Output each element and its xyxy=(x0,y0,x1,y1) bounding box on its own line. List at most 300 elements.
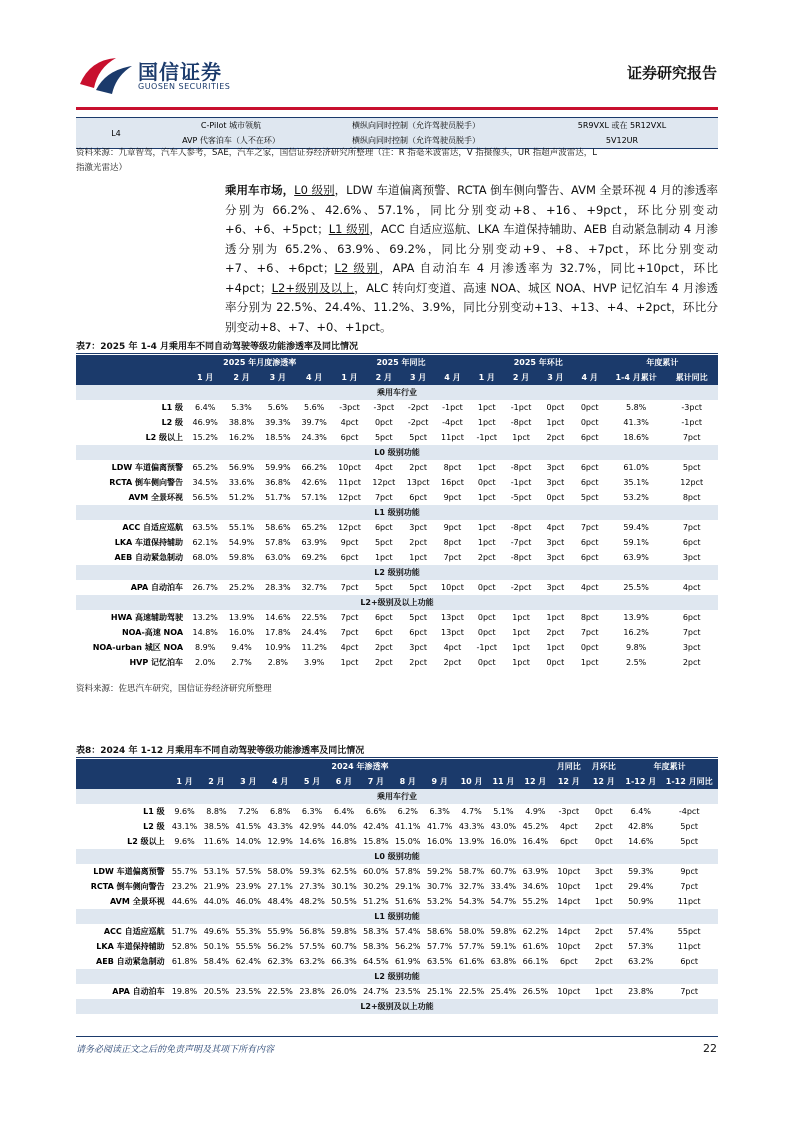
header-divider xyxy=(76,107,718,110)
table-cell: 57.8% xyxy=(265,538,291,547)
table-cell: 3pct xyxy=(682,553,701,562)
table-cell: 5pct xyxy=(680,822,699,831)
table-cell: 59.8% xyxy=(490,927,517,936)
table-cell: 34.6% xyxy=(522,882,549,891)
table-cell: 6pct xyxy=(680,957,699,966)
table-cell: 55.9% xyxy=(267,927,293,936)
table-cell: 3pct xyxy=(594,867,613,876)
table-cell: -1pct xyxy=(476,643,498,652)
table-cell: -1pct xyxy=(510,478,532,487)
section-header-row xyxy=(76,385,718,400)
table-cell: 4pct xyxy=(559,822,578,831)
table-cell: 50.9% xyxy=(628,897,654,906)
table-cell: 4pct xyxy=(443,643,462,652)
para-text: ，ALC 转向灯变道、高速 NOA、城区 NOA、HVP 记忆泊车 4 月渗透率分别为 22.5%、24.4%、11.2%、3.9%，同比分别变动+13、+13、+4、+2pct，环比分别变动+8、+7、+0、+1pct。 xyxy=(225,280,719,334)
report-type-label: 证券研究报告 xyxy=(626,64,717,82)
table-cell: 56.8% xyxy=(299,927,325,936)
header-cell xyxy=(76,774,169,789)
row-label: LKA 车道保持辅助 xyxy=(114,538,184,547)
table-header-row xyxy=(76,355,718,370)
table-cell: 9.8% xyxy=(625,643,647,652)
table-cell: 7pct xyxy=(682,433,701,442)
section-header-row xyxy=(76,849,718,864)
guosen-logo-icon xyxy=(76,54,134,96)
table-header-row xyxy=(76,759,718,774)
table-cell: C-Pilot 城市领航 xyxy=(200,121,262,130)
row-label: L2 级以上 xyxy=(145,433,184,442)
table-cell: 8.8% xyxy=(206,807,227,816)
table-cell: 10pct xyxy=(441,583,464,592)
table-cell: 10pct xyxy=(557,882,581,891)
table-cell: 6pct xyxy=(374,628,393,637)
table-cell: 63.9% xyxy=(301,538,327,547)
table-cell: -1pct xyxy=(476,433,498,442)
para-l1-link: L1 级别 xyxy=(328,222,370,236)
table-cell: 4pct xyxy=(340,418,359,427)
table-cell: 7pct xyxy=(340,613,359,622)
table-row xyxy=(76,415,718,430)
table-cell: 51.7% xyxy=(265,493,291,502)
table-cell: 11pct xyxy=(441,433,464,442)
table-cell: 41.5% xyxy=(235,822,262,831)
table-cell: 3.9% xyxy=(304,658,325,667)
table-cell: 15.2% xyxy=(192,433,218,442)
table-cell: 4.9% xyxy=(525,807,546,816)
footer-divider xyxy=(76,1036,718,1037)
header-cell xyxy=(76,759,169,774)
table-cell: 7pct xyxy=(680,987,699,996)
table-cell: 1pct xyxy=(512,658,530,667)
table-cell: -2pct xyxy=(407,403,429,412)
table-row xyxy=(76,520,718,535)
table-cell: 16.2% xyxy=(623,628,649,637)
section-title: L2+级别及以上功能 xyxy=(360,1002,434,1011)
table-cell: 57.7% xyxy=(426,942,453,951)
table-cell: 14pct xyxy=(557,927,581,936)
table-cell: 12.9% xyxy=(267,837,293,846)
table-cell: 0pct xyxy=(477,478,496,487)
table-cell: 12pct xyxy=(372,478,396,487)
table-cell: 50.5% xyxy=(331,897,357,906)
logo-english-name: GUOSEN SECURITIES xyxy=(138,82,231,91)
row-label: AVM 全景环视 xyxy=(128,493,184,502)
table-cell: 61.6% xyxy=(458,957,485,966)
table-cell: 52.8% xyxy=(171,942,198,951)
table-row xyxy=(76,535,718,550)
table-cell: 48.2% xyxy=(299,897,325,906)
table-cell: 6pct xyxy=(374,613,393,622)
table-cell: 64.5% xyxy=(363,957,389,966)
table-cell: 7pct xyxy=(340,628,359,637)
table-cell: 50.1% xyxy=(203,942,230,951)
table-cell: 横纵向同时控制（允许驾驶员脱手） xyxy=(352,136,480,145)
table-cell: 6pct xyxy=(409,493,427,502)
column-header: 1-4 月累计 xyxy=(615,373,657,382)
header-cell: 2025 年月度渗透率 xyxy=(223,358,297,367)
table-cell: 23.8% xyxy=(299,987,325,996)
table-cell: 60.0% xyxy=(363,867,389,876)
table-cell: 61.9% xyxy=(395,957,421,966)
row-label: HVP 记忆泊车 xyxy=(129,658,184,667)
table-cell: 11pct xyxy=(338,478,361,487)
table-cell: 5pct xyxy=(409,613,427,622)
table-cell: 1pct xyxy=(512,613,530,622)
row-label: AEB 自动紧急制动 xyxy=(96,957,165,966)
table-cell: 2.7% xyxy=(231,658,252,667)
table-cell: 58.7% xyxy=(458,867,485,876)
table-cell: 6pct xyxy=(580,478,599,487)
table-cell: 24.4% xyxy=(301,628,327,637)
logo-chinese-name: 国信证券 xyxy=(138,60,222,84)
table-cell: 2pct xyxy=(477,553,496,562)
table-cell: 32.7% xyxy=(458,882,485,891)
table-cell: 7pct xyxy=(682,628,701,637)
table-cell: 6pct xyxy=(580,463,599,472)
table8-top-rule xyxy=(76,757,718,758)
table-cell: 14.6% xyxy=(628,837,654,846)
table-cell: 16.4% xyxy=(522,837,549,846)
table-cell: 27.3% xyxy=(299,882,325,891)
table-cell: 6pct xyxy=(682,613,701,622)
table-row xyxy=(76,924,718,939)
table-cell: 49.6% xyxy=(203,927,230,936)
table-cell: -1pct xyxy=(442,403,463,412)
table-cell: 10pct xyxy=(338,463,361,472)
table-cell: 57.1% xyxy=(301,493,327,502)
table-cell: 14pct xyxy=(557,897,581,906)
table-cell: 32.7% xyxy=(301,583,327,592)
table-cell: 3pct xyxy=(546,553,565,562)
table-cell: 26.7% xyxy=(192,583,218,592)
section-title: L0 级别功能 xyxy=(374,448,420,457)
table-cell: 5pct xyxy=(409,583,427,592)
table-cell: 2.0% xyxy=(195,658,216,667)
table-cell: 3pct xyxy=(682,643,701,652)
table-cell: 59.4% xyxy=(623,523,649,532)
table-row xyxy=(76,430,718,445)
table-cell: 12pct xyxy=(338,523,361,532)
table-cell: 55.1% xyxy=(228,523,255,532)
table-cell: 60.7% xyxy=(490,867,517,876)
table-cell: 2pct xyxy=(409,658,427,667)
table-cell: 56.2% xyxy=(395,942,421,951)
table-cell: 10pct xyxy=(557,942,581,951)
column-header: 12 月 xyxy=(557,777,580,786)
table-cell: 5.6% xyxy=(267,403,289,412)
table-cell: 6.4% xyxy=(333,807,355,816)
section-header-row xyxy=(76,969,718,984)
table-cell: 5pct xyxy=(680,837,699,846)
table-cell: 54.3% xyxy=(458,897,485,906)
table-cell: 41.1% xyxy=(395,822,421,831)
table-cell: -3pct xyxy=(558,807,580,816)
table-cell: 6.3% xyxy=(301,807,323,816)
table-cell: 1pct xyxy=(477,538,496,547)
table-cell: 12pct xyxy=(338,493,361,502)
table-cell: 14.0% xyxy=(235,837,262,846)
column-header: 6 月 xyxy=(335,777,353,786)
table-cell: 1pct xyxy=(546,613,565,622)
table-cell: 51.7% xyxy=(171,927,198,936)
table-cell: 1pct xyxy=(477,523,496,532)
table-cell: 42.6% xyxy=(301,478,327,487)
table-cell: 58.0% xyxy=(458,927,485,936)
table-cell: 30.1% xyxy=(331,882,357,891)
table-cell: -8pct xyxy=(510,523,532,532)
table-cell: 5pct xyxy=(374,433,393,442)
table-cell: 30.7% xyxy=(426,882,453,891)
table-cell: 63.5% xyxy=(426,957,453,966)
row-label: RCTA 倒车侧向警告 xyxy=(90,882,165,891)
table-cell: 5.3% xyxy=(231,403,252,412)
table-row xyxy=(76,118,718,134)
table-cell: 11.2% xyxy=(301,643,327,652)
table-cell: 1pct xyxy=(594,882,613,891)
table-cell: 7pct xyxy=(682,523,701,532)
row-label: RCTA 倒车侧向警告 xyxy=(109,478,184,487)
table-cell: 13.2% xyxy=(192,613,218,622)
section-header-row xyxy=(76,595,718,610)
table-cell: 1pct xyxy=(477,493,496,502)
table-cell: 4pct xyxy=(340,643,359,652)
table-cell: 24.3% xyxy=(301,433,327,442)
column-header: 1 月 xyxy=(197,373,214,382)
table-cell: 22.5% xyxy=(458,987,485,996)
table-cell: 62.4% xyxy=(235,957,262,966)
table-cell: 1pct xyxy=(546,643,565,652)
table-row xyxy=(76,879,718,894)
row-label: NOA-高速 NOA xyxy=(121,628,184,637)
table-cell: 2pct xyxy=(594,942,613,951)
table-cell: 46.9% xyxy=(192,418,218,427)
para-l2plus-link: L2+级别及以上 xyxy=(271,280,355,295)
table-cell: 5.1% xyxy=(493,807,514,816)
table-cell: 24.7% xyxy=(363,987,389,996)
table-cell: 23.5% xyxy=(395,987,421,996)
table-cell: 6pct xyxy=(682,538,701,547)
table-cell: 9.6% xyxy=(174,807,195,816)
table-cell: 10pct xyxy=(557,867,581,876)
table-cell: 13pct xyxy=(441,628,464,637)
table-cell: -3pct xyxy=(373,403,395,412)
table-cell: 48.4% xyxy=(267,897,293,906)
table-cell: 7pct xyxy=(374,493,393,502)
table-cell: 60.7% xyxy=(331,942,357,951)
column-header: 10 月 xyxy=(460,777,483,786)
section-title: L2+级别及以上功能 xyxy=(360,598,434,607)
table-cell: 61.8% xyxy=(171,957,198,966)
column-header: 1 月 xyxy=(341,373,358,382)
para-text: ，APA 自动泊车 4 月渗透率为 32.7%，同比+10pct，环比+4pct； xyxy=(225,261,718,295)
table-cell: 10pct xyxy=(557,987,581,996)
table-cell: 59.3% xyxy=(628,867,654,876)
level-cell: L4 xyxy=(111,128,121,138)
table-cell: 3pct xyxy=(546,463,565,472)
table-cell: 12pct xyxy=(680,478,704,487)
table-cell: 35.1% xyxy=(623,478,649,487)
table-cell: 2pct xyxy=(443,658,462,667)
table-header-row xyxy=(76,370,718,385)
table-cell: AVP 代客泊车（人不在环） xyxy=(182,136,280,145)
table-cell: 6pct xyxy=(409,628,427,637)
table-cell: 26.0% xyxy=(331,987,357,996)
table-cell: 26.5% xyxy=(522,987,549,996)
column-header: 1 月 xyxy=(478,373,495,382)
table-cell: 9.4% xyxy=(231,643,252,652)
table-cell: 15.0% xyxy=(395,837,421,846)
section-header-row xyxy=(76,445,718,460)
row-label: LDW 车道偏离预警 xyxy=(111,463,184,472)
table-cell: 66.3% xyxy=(331,957,357,966)
table8 xyxy=(76,759,718,1014)
row-label: ACC 自适应巡航 xyxy=(122,523,184,532)
table-cell: 56.2% xyxy=(267,942,293,951)
column-header: 12 月 xyxy=(592,777,615,786)
table-cell: 55pct xyxy=(677,927,701,936)
table-cell: 59.8% xyxy=(228,553,255,562)
section-title: L0 级别功能 xyxy=(374,852,420,861)
table-cell: 58.4% xyxy=(203,957,230,966)
footer-disclaimer: 请务必阅读正文之后的免责声明及其项下所有内容 xyxy=(76,1045,275,1055)
column-header: 1-12 月同比 xyxy=(665,777,713,786)
column-header: 2 月 xyxy=(375,373,392,382)
table-cell: 57.5% xyxy=(299,942,325,951)
table-cell: 23.5% xyxy=(235,987,262,996)
table-cell: 51.2% xyxy=(228,493,255,502)
table-cell: 16.0% xyxy=(490,837,517,846)
table-cell: 25.5% xyxy=(623,583,649,592)
table-cell: 59.9% xyxy=(265,463,291,472)
section-title: L1 级别功能 xyxy=(374,508,420,517)
table-row xyxy=(76,460,718,475)
section-title: 乘用车行业 xyxy=(377,792,417,801)
table-cell: 57.8% xyxy=(395,867,421,876)
table-cell: 3pct xyxy=(546,538,565,547)
table-cell: 18.6% xyxy=(623,433,649,442)
table-cell: 14.8% xyxy=(192,628,218,637)
table-cell: 23.8% xyxy=(628,987,654,996)
table-cell: 1pct xyxy=(512,643,530,652)
table-cell: 1pct xyxy=(340,658,359,667)
table-cell: 53.1% xyxy=(203,867,230,876)
table-cell: 62.2% xyxy=(522,927,549,936)
table-cell: -4pct xyxy=(678,807,700,816)
table-cell: 18.5% xyxy=(265,433,291,442)
header-cell: 月同比 xyxy=(556,762,581,771)
header-cell: 2025 年同比 xyxy=(376,358,426,367)
section-header-row xyxy=(76,565,718,580)
body-paragraph xyxy=(225,181,718,337)
table-cell: 28.3% xyxy=(265,583,291,592)
table-cell: 0pct xyxy=(546,403,565,412)
table-cell: 6pct xyxy=(559,837,578,846)
column-header: 2 月 xyxy=(512,373,530,382)
table-cell: 0pct xyxy=(477,658,496,667)
table-cell: 13pct xyxy=(406,478,430,487)
table-cell: 41.3% xyxy=(623,418,649,427)
source-line: 资料来源：九章智驾，汽车人参考，SAE，汽车之家，国信证券经济研究所整理（注：R 指毫米波雷达，V 指摄像头，UR 指超声波雷达，L xyxy=(76,148,597,158)
table-cell: 1pct xyxy=(512,628,530,637)
table-cell: 0pct xyxy=(477,628,496,637)
table-cell: 1pct xyxy=(594,897,613,906)
table-cell: 63.9% xyxy=(623,553,649,562)
table-cell: 66.1% xyxy=(522,957,549,966)
table-cell: 36.8% xyxy=(265,478,291,487)
table-cell: 1pct xyxy=(594,987,613,996)
table-cell: 14.6% xyxy=(299,837,325,846)
table-cell: 9.6% xyxy=(174,837,195,846)
table-cell: 6pct xyxy=(580,553,599,562)
table-cell: 3pct xyxy=(409,643,427,652)
table-cell: 5.6% xyxy=(304,403,325,412)
table-cell: 46.0% xyxy=(235,897,262,906)
table-cell: 1pct xyxy=(477,418,496,427)
table-cell: 16.8% xyxy=(331,837,357,846)
table-cell: 6pct xyxy=(559,957,578,966)
table-cell: 7pct xyxy=(580,523,599,532)
table-cell: 55.7% xyxy=(171,867,198,876)
table-cell: 59.1% xyxy=(623,538,649,547)
table-cell: 59.1% xyxy=(490,942,517,951)
table-cell: 65.2% xyxy=(192,463,218,472)
table-cell: 51.6% xyxy=(395,897,421,906)
table-cell: 0pct xyxy=(477,613,496,622)
table-cell: 2pct xyxy=(594,957,613,966)
table-cell: 55.2% xyxy=(522,897,549,906)
table-cell: 33.4% xyxy=(490,882,517,891)
column-header: 4 月 xyxy=(444,373,461,382)
table-cell: 6.6% xyxy=(365,807,387,816)
table-cell: 42.9% xyxy=(299,822,325,831)
table-cell: 9pct xyxy=(340,538,359,547)
table-row xyxy=(76,400,718,415)
table-cell: 0pct xyxy=(580,643,599,652)
table-cell: -4pct xyxy=(442,418,463,427)
section-title: L2 级别功能 xyxy=(374,972,420,981)
table-cell: 5pct xyxy=(374,538,393,547)
table-cell: 5pct xyxy=(580,493,599,502)
table-cell: 43.0% xyxy=(490,822,517,831)
table7 xyxy=(76,355,718,670)
table-cell: -8pct xyxy=(510,463,532,472)
column-header: 2 月 xyxy=(208,777,225,786)
table7-title: 表7：2025 年 1-4 月乘用车不同自动驾驶等级功能渗透率及同比情况 xyxy=(76,342,358,352)
table-cell: 16.0% xyxy=(426,837,453,846)
table-cell: 1pct xyxy=(477,403,496,412)
table-cell: 6.4% xyxy=(630,807,651,816)
section-title: 乘用车行业 xyxy=(377,388,417,397)
table-row xyxy=(76,804,718,819)
table-cell: -8pct xyxy=(510,553,532,562)
table-cell: 25.1% xyxy=(426,987,453,996)
table-cell: 5pct xyxy=(374,583,393,592)
table-cell: 2pct xyxy=(546,433,565,442)
column-header: 8 月 xyxy=(399,777,416,786)
table-cell: 4pct xyxy=(546,523,565,532)
row-label: ACC 自适应巡航 xyxy=(103,927,165,936)
column-header: 4 月 xyxy=(581,373,598,382)
header-cell xyxy=(76,355,187,370)
table-cell: 1pct xyxy=(546,418,565,427)
table-cell: 7.2% xyxy=(238,807,259,816)
table7-top-rule xyxy=(76,353,718,354)
table-row xyxy=(76,550,718,565)
table-cell: 42.8% xyxy=(628,822,654,831)
table-cell: 61.0% xyxy=(623,463,649,472)
column-header: 3 月 xyxy=(547,373,564,382)
table-cell: 1pct xyxy=(409,553,427,562)
table-cell: 8pct xyxy=(443,463,462,472)
